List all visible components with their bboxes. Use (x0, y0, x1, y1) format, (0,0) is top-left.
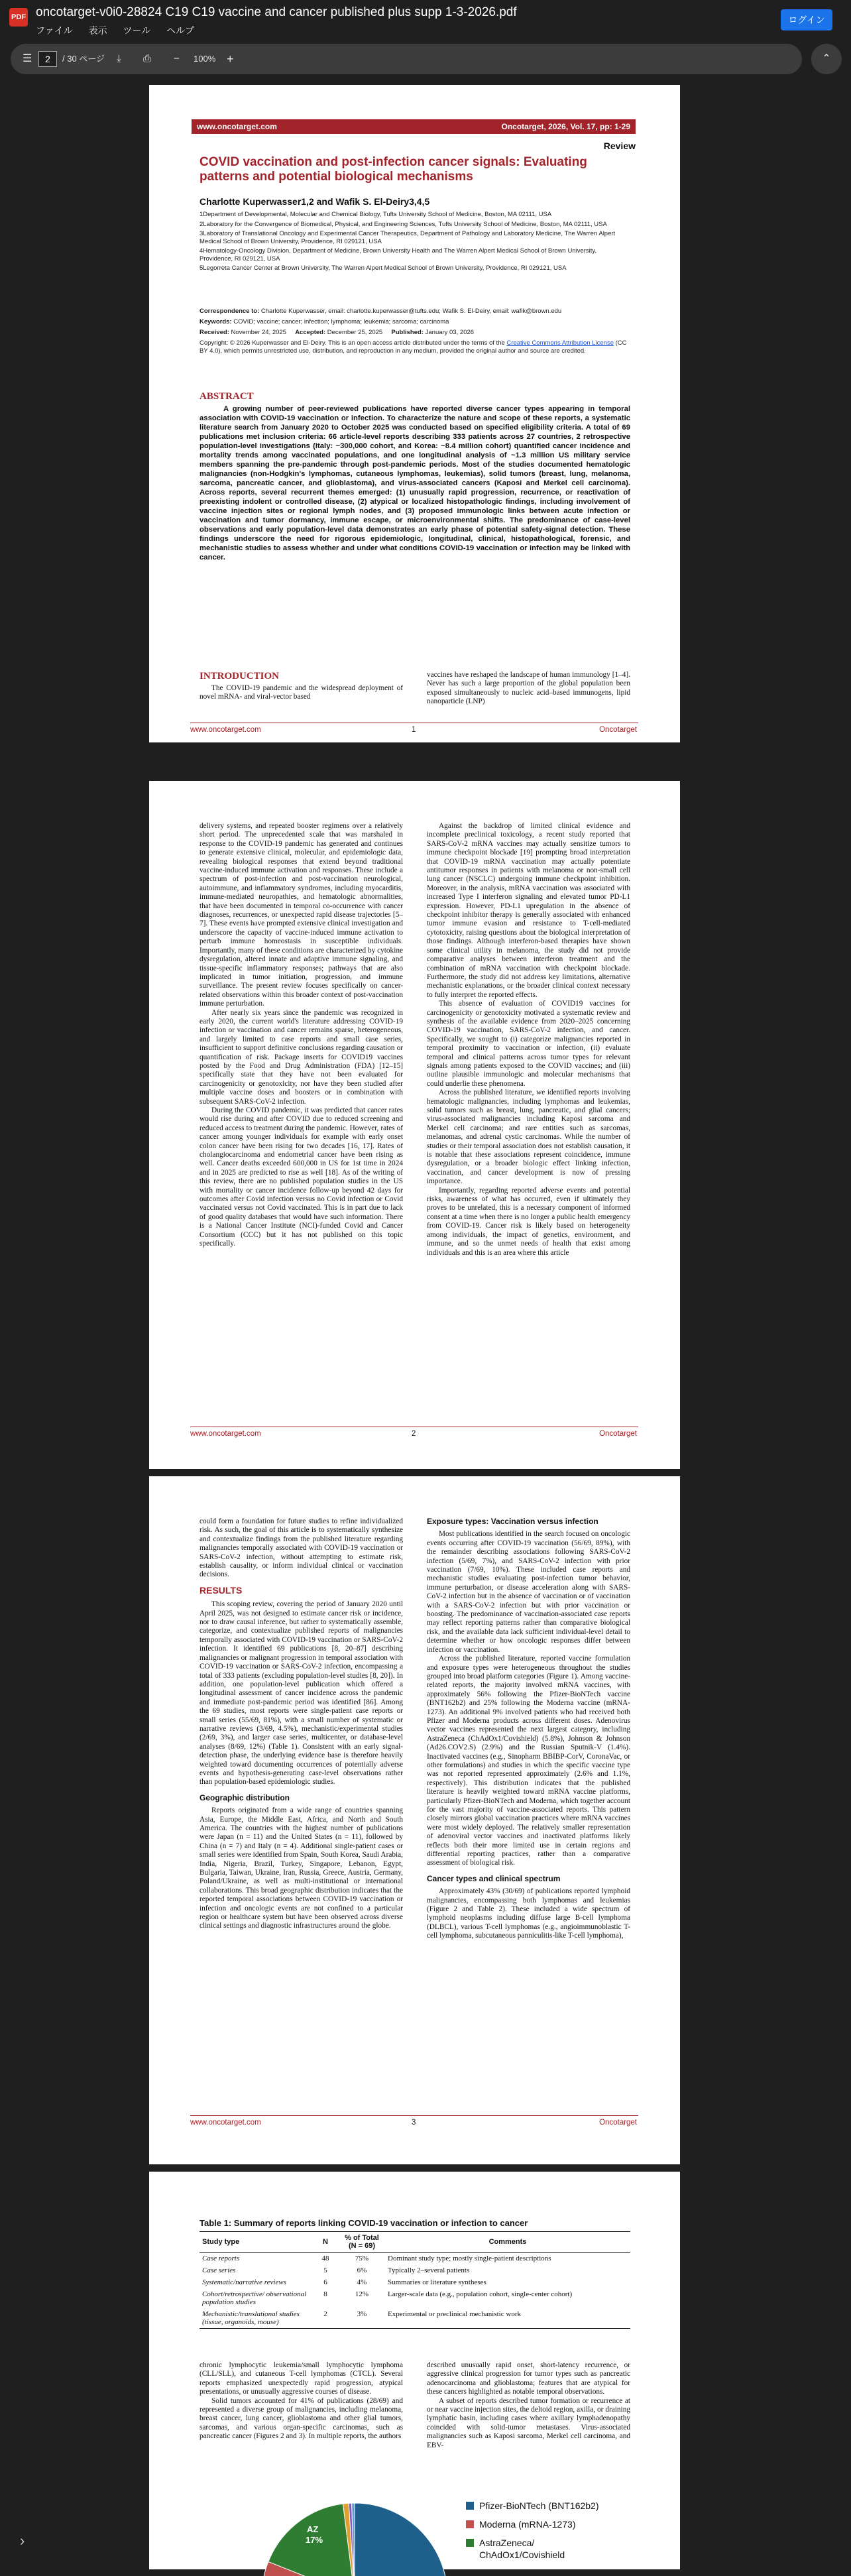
legend-swatch (466, 2502, 474, 2510)
footer-page-number: 2 (412, 1430, 416, 1438)
introduction-heading: INTRODUCTION (199, 671, 280, 681)
table-header: Study type (199, 2232, 312, 2253)
paragraph: Against the backdrop of limited clinical evidence and incomplete preclinical toxicology, a recent study reported that SARS-CoV-2 mRNA vaccines may actually sensitize tumors to immune checkpoint blockade [19] prompting broad interpretation that COVID-19 mRNA vaccination may actually potentiate antitumor responses in patients with melanoma or non-small cell lung cancer (NSCLC) undergoing immune checkpoint inhibition. Moreover, in the analysis, mRNA vaccination was associated with increased Type I interferon signaling and elevated tumor PD-L1 expression. However, PD-L1 upregulation in the absence of checkpoint inhibitor therapy is generally associated with enhanced tumor immune evasion and resistance to T-cell-mediated cytotoxicity, raising questions about the biological interpretation of those findings. Although interferon-based therapies have shown some clinical utility in melanoma, the study did not provide comparative analyses between interferon treatment and the combination of mRNA vaccination with checkpoint blockade. Furthermore, the study did not address key limitations, alternative mechanistic explanations, or the broader clinical context necessary to fully interpret the reported effects. (427, 822, 630, 999)
zoom-in-button[interactable]: + (227, 52, 234, 66)
pdf-page-4 (149, 2172, 680, 2569)
paragraph: After nearly six years since the pandemic was recognized in early 2020, the current world's literature addressing COVID-19 infection or vaccination and cancer remains sparse, heterogeneous, and largely limited to case reports and small case series, insufficient to support definitive conclusions regarding causation or quantification of risk. Package inserts for COVID19 vaccines posted by the Food and Drug Administration (FDA) [12–15] specifically state that they have not been evaluated for carcinogenicity or genotoxicity, nor have they been studied after multiple vaccine doses and boosters or in combination with subsequent SARS-CoV-2 infection. (199, 1008, 403, 1106)
legend-item: AstraZeneca/ (466, 2538, 534, 2548)
zoom-level[interactable]: 100% (194, 54, 216, 64)
right-column (427, 1517, 630, 1941)
paragraph: Solid tumors accounted for 41% of publications (28/69) and represented a diverse group of malignancies, including melanoma, breast cancer, lung cancer, glioblastoma and other glial tumors, sarcomas, and various organ-specific carcinomas, such as pancreatic cancer (Figures 2 and 3). In multiple reports, the authors (199, 2396, 403, 2441)
left-column (199, 822, 403, 1249)
paragraph: During the COVID pandemic, it was predicted that cancer rates would rise during and after COVID due to reduced screening and reduced access to treatment during the pandemic. However, rates of cancer among younger individuals for example with early onset colon cancer have been rising for two decades [16, 17]. Rates of cholangiocarcinoma and endometrial cancer have been rising as well. Cancer deaths exceeded 600,000 in US for 1st time in 2024 and in 2025 are predicted to rise as well [18]. As of the writing of this review, there are no published population studies in the US with mortality or cancer incidence follow-up beyond 42 days for outcomes after Covid infection versus no Covid infection or Covid vaccinated versus not Covid vaccinated. This is in part due to lack of good quality databases that would have such information. There is a National Cancer Institute (NCI)-funded Covid and Cancer Consortium (CCC) but it has not published on this topic specifically. (199, 1106, 403, 1248)
keywords: COVID; vaccine; cancer; infection; lymphoma; leukemia; sarcoma; carcinoma (233, 318, 449, 325)
sidebar-toggle-icon[interactable]: ☰ (23, 53, 32, 64)
pdf-page-1 (149, 85, 680, 742)
page-total: / 30 ページ (62, 54, 105, 64)
affiliation: 3Laboratory of Translational Oncology and Experimental Cancer Therapeutics, Department of Pathology and Laboratory Medicine, The Warren Alpert Medical School of Brown University, Providence, RI 029121, USA (199, 230, 616, 245)
title-bar (0, 0, 851, 38)
accepted-date: December 25, 2025 (327, 329, 383, 336)
summary-table (199, 2231, 630, 2329)
page-footer (190, 1427, 638, 1438)
legend-item: Pfizer-BioNTech (BNT162b2) (466, 2500, 599, 2511)
intro-left-column: The COVID-19 pandemic and the widespread deployment of novel mRNA- and viral-vector based (199, 684, 403, 701)
footer-url[interactable]: www.oncotarget.com (190, 726, 261, 734)
abstract-heading: ABSTRACT (199, 391, 254, 402)
journal-header-bar (192, 119, 636, 134)
footer-journal: Oncotarget (599, 2119, 637, 2127)
intro-right-column: vaccines have reshaped the landscape of human immunology [1–4]. Never has such a large proportion of the global population been exposed simultaneously to nucleic acid–based immunogens, lipid nanoparticle (LNP) (427, 671, 630, 706)
paragraph: could form a foundation for future studies to refine individualized risk. As such, the goal of this article is to systematically synthesize and contextualize findings from the published literature regarding malignancies temporally associated with COVID-19 vaccination or SARS-CoV-2 infection, without attempting to estimate risk, establish causality, or inform individual clinical or vaccination decisions. (199, 1517, 403, 1579)
menu-help[interactable]: ヘルプ (166, 25, 195, 36)
footer-journal: Oncotarget (599, 726, 637, 734)
affiliation: 4Hematology-Oncology Division, Department of Medicine, Brown University Health and The Warren Alpert Medical School of Brown University, Providence, RI 029121, USA (199, 247, 597, 263)
paragraph: Approximately 43% (30/69) of publications reported lymphoid malignancies, encompassing both lymphomas and leukemias (Figure 2 and Table 2). These included a wide spectrum of lymphoid neoplasms including diffuse large B-cell lymphoma (DLBCL), various T-cell lymphomas (e.g., angioimmunoblastic T-cell lymphoma, subcutaneous panniculitis-like T-cell lymphoma), (427, 1887, 630, 1940)
print-icon[interactable]: ⎙ (143, 53, 152, 64)
legend-item: ChAdOx1/Covishield (479, 2549, 565, 2560)
paragraph: Importantly, regarding reported adverse events and potential risks, awareness of what has occurred, even if ultimately they proves to be unrelated, this is a necessary component of informed consent at a time when there is no longer a public health emergency from COVID-19. Cancer risk is likely based on heterogeneity among individuals, the impact of genetics, environment, and immune, and so the unmet needs of health that exist among individuals and this is an area where this article (427, 1186, 630, 1257)
received-date: November 24, 2025 (231, 329, 286, 336)
paragraph: Reports originated from a wide range of countries spanning Asia, Europe, the Middle East, Africa, and North and South America. The countries with the highest number of publications were Japan (n = 11) and the United States (n = 11), followed by China (n = 7) and Italy (n = 4). Additional single-patient cases or small series were identified from Spain, South Korea, Saudi Arabia, India, Nigeria, Brazil, Turkey, Singapore, Lebanon, Egypt, Bulgaria, Taiwan, Ukraine, Iran, Russia, Greece, Austria, Germany, Poland/Ukraine, as well as multi-institutional or international collaborations. This broad geographic distribution indicates that the reported temporal associations between COVID-19 vaccination or infection and oncologic events are not confined to a particular region or healthcare system but have been observed across diverse clinical settings and diagnostic infrastructures around the globe. (199, 1806, 403, 1930)
abstract-text: A growing number of peer-reviewed publications have reported diverse cancer types appearing in temporal association with COVID-19 vaccination or infection. To characterize the nature and scope of these reports, a systematic literature search from January 2020 to October 2025 was conducted based on specified eligibility criteria. A total of 69 publications met inclusion criteria: 66 article-level reports describing 333 patients across 27 countries, 2 retrospective population-level investigations (Italy: ~300,000 cohort, and Korea: ~8.4 million cohort) quantified cancer incidence and mortality trends among vaccinated populations, and one longitudinal analysis of ~1.3 million US military service members spanning the pre-pandemic through post-pandemic periods. Most of the studies documented hematologic malignancies (non-Hodgkin's lymphomas, cutaneous lymphomas, leukemias), solid tumors (breast, lung, melanoma, sarcoma, pancreatic cancer, and glioblastoma), and virus-associated cancers (Kaposi and Merkel cell carcinoma). Across reports, several recurrent themes emerged: (1) unusually rapid progression, recurrence, or reactivation of preexisting indolent or controlled disease, (2) atypical or localized histopathologic findings, including involvement of vaccine injection sites or regional lymph nodes, and (3) proposed immunologic links between acute infection or vaccination and tumor dormancy, immune escape, or microenvironmental shifts. The predominance of case-level observations and early population-level data demonstrates an early phase of potential safety-signal detection. These findings underscore the need for rigorous epidemiologic, longitudinal, clinical, histopathological, forensic, and mechanistic studies to assess whether and under what conditions COVID-19 vaccination or infection may be linked with cancer. (199, 405, 630, 561)
legend-item: Moderna (mRNA-1273) (466, 2519, 576, 2530)
pdf-page-3 (149, 1476, 680, 2164)
copyright-text: Copyright: © 2026 Kuperwasser and El-Deiry. This is an open access article distributed under the terms of the (199, 339, 505, 347)
pdf-file-icon: PDF (9, 8, 28, 27)
table-header: N (312, 2232, 339, 2253)
table-header: % of Total (N = 69) (339, 2232, 385, 2253)
legend-swatch (466, 2539, 474, 2547)
received-label: Received: (199, 329, 229, 336)
right-column (427, 822, 630, 1258)
footer-page-number: 3 (412, 2119, 416, 2127)
published-label: Published: (391, 329, 424, 336)
table-row: Case reports 48 75% Dominant study type; mostly single-patient descriptions (202, 2254, 551, 2262)
keywords-label: Keywords: (199, 318, 232, 325)
paragraph: Most publications identified in the search focused on oncologic events occurring after COVID-19 vaccination (56/69, 89%), with the remainder describing associations following SARS-CoV-2 infection (5/69, 7%), and SARS-CoV-2 infection with prior vaccination (7/69, 10%). These included case reports and mechanistic studies evaluating post-infection tumor behavior, immune perturbation, or disease acceleration along with SARS-CoV-2 infection but in the absence of vaccination or of vaccination with a SARS-CoV-2 infection but with prior vaccination or boosting. The predominance of vaccination-associated case reports may reflect reporting patterns rather than comparative biological risk, and the available data lack sufficient individual-level detail to determine whether or how oncologic responses differ between infection or vaccination. (427, 1530, 630, 1654)
chevron-right-icon[interactable]: › (20, 2532, 25, 2549)
page-footer (190, 723, 638, 734)
footer-url[interactable]: www.oncotarget.com (190, 1430, 261, 1438)
footer-journal: Oncotarget (599, 1430, 637, 1438)
vaccine-type-pie-chart (189, 2397, 454, 2576)
cancer-types-heading: Cancer types and clinical spectrum (427, 1873, 561, 1883)
affiliation: 2Laboratory for the Convergence of Biomedical, Physical, and Engineering Sciences, Tufts University School of Medicine, Boston, MA 02111, USA (199, 220, 607, 228)
pie-label-percent: 17% (306, 2535, 323, 2545)
article-type: Review (603, 141, 636, 151)
menu-bar (36, 24, 207, 37)
menu-tools[interactable]: ツール (123, 25, 151, 36)
journal-url[interactable]: www.oncotarget.com (197, 122, 277, 131)
table-row: Mechanistic/translational studies (tissue, organoids, mouse) 2 3% Experimental or preclinical mechanistic work (199, 2308, 630, 2329)
footer-url[interactable]: www.oncotarget.com (190, 2119, 261, 2127)
page-footer (190, 2115, 638, 2127)
paragraph: chronic lymphocytic leukemia/small lymphocytic lymphoma (CLL/SLL), and cutaneous T-cell lymphomas (CTCL). Several reports emphasized unexpectedly rapid progression, atypical presentations, or unusually aggressive courses of disease. (199, 2361, 403, 2396)
table-row: Systematic/narrative reviews 6 4% Summaries or literature syntheses (202, 2278, 486, 2286)
geographic-heading: Geographic distribution (199, 1792, 290, 1802)
article-metadata (199, 308, 630, 358)
paragraph: Across the published literature, reported vaccine formulation and exposure types were heterogeneous throughout the studies grouped into broad platform categories (Figure 1). Among vaccine-related reports, the majority involved mRNA vaccines, with approximately 56% following the Pfizer-BioNTech vaccine (BNT162b2) and 25% following the Moderna vaccine (mRNA-1273). An additional 9% involved patients who had received both Pfizer and Moderna products across different doses. Adenovirus vector vaccines represented the next largest category, including AstraZeneca (ChAdOx1/Covishield) (5.8%), Johnson & Johnson (Ad26.COV2.S) (2.9%) and the Russian Sputnik-V (1.4%). Inactivated vaccines (e.g., Sinopharm BBIBP-CorV, CoronaVac, or other formulations) and studies in which the specific vaccine type was not reported represented approximately (2.6% and 1.1%, respectively). This distribution indicates that the published literature is heavily weighted toward mRNA vaccine platforms, particularly Pfizer-BioNTech and Moderna, which together account for the vast majority of vaccine-associated reports. This pattern closely mirrors global vaccination practices where mRNA vaccines were most widely deployed. The relatively smaller representation of adenoviral vector vaccines and inactivated platforms likely reflects both their more limited use in certain regions and differential reporting practices, rather than a comparative assessment of biological risk. (427, 1655, 630, 1867)
login-button[interactable]: ログイン (781, 9, 832, 30)
paragraph: This absence of evaluation of COVID19 vaccines for carcinogenicity or genotoxicity motivated a systematic review and synthesis of the available evidence from 2020–2025 concerning COVID-19 vaccination, SARS-CoV-2 infection, and cancer. Specifically, we sought to (i) categorize malignancies reported in temporal proximity to vaccination or infection, (ii) evaluate temporal and clinical patterns across tumor types for relevant signals among patients exposed to the COVID vaccines; and (iii) outline plausible immunologic and molecular mechanisms that could underlie these phenomena. (427, 1000, 630, 1088)
paragraph: described unusually rapid onset, short-latency recurrence, or aggressive clinical progression for tumor types such as pancreatic adenocarcinoma and glioblastoma; features that are atypical for these cancers highlighted as notable temporal observations. (427, 2361, 630, 2396)
pdf-toolbar (11, 44, 802, 74)
legend-swatch (466, 2520, 474, 2528)
right-column (427, 2361, 630, 2450)
table-row: Cohort/retrospective/ observational population studies 8 12% Larger-scale data (e.g., population cohort, single-center cohort) (202, 2290, 573, 2306)
paragraph: Across the published literature, we identified reports involving hematologic malignancies, including lymphomas and leukemias, solid tumors such as breast, lung, pancreatic, and glial cancers; virus-associated malignancies including Kaposi sarcoma and Merkel cell carcinoma; and rare entities such as sarcomas, melanomas, and adrenal cystic carcinomas. While the number of studies or their temporal association does not establish causation, it is notable that these associations represent coincidence, immune dysregulation, or a broader biologic effect linking infection, vaccination, and cancer development is now of pressing importance. (427, 1088, 630, 1186)
paragraph: This scoping review, covering the period of January 2020 until April 2025, was not designed to estimate cancer risk or incidence, nor to draw causal inference, but rather to systematically assemble, categorize, and contextualize published reports of malignancies temporally associated with COVID-19 vaccination or SARS-CoV-2 infection. It identified 69 publications [8, 20–87] describing malignancies or malignant progression in temporal association with COVID-19 vaccination or SARS-CoV-2 infection, encompassing a total of 333 patients (excluding population-level studies [8, 20]). In addition, one population-level publication which offered a longitudinal assessment of cancer incidence across the pandemic and immediate post-pandemic period was identified [86]. Among the 69 studies, most reports were single-patient case reports or small series (55/69, 81%), with a small number of systematic or narrative reviews (3/69, 4.5%), mechanistic/experimental studies (2/69, 3%), and larger case series, multicenter, or database-level analyses (8/69, 12%) (Table 1). Consistent with an early signal-detection phase, the underlying evidence base is therefore heavily weighted toward documenting occurrences of potentially adverse events and hypothesis-generating case-level observations rather than population-based epidemiologic studies. (199, 1600, 403, 1786)
menu-view[interactable]: 表示 (88, 25, 107, 36)
menu-file[interactable]: ファイル (36, 25, 73, 36)
download-icon[interactable]: ⤓ (117, 53, 121, 64)
pdf-page-2 (149, 781, 680, 1469)
copyright-text-end: (CC BY 4.0), which permits unrestricted use, distribution, and reproduction in any medium, provided the original author and source are credited. (199, 339, 627, 355)
zoom-out-button[interactable]: − (174, 53, 180, 64)
paragraph: A subset of reports described tumor formation or recurrence at or near vaccine injection sites, the deltoid region, axilla, or draining lymphatic basin, including cases where axillary lymphadenopathy coincided with solid-tumor metastases. Virus-associated malignancies such as Kaposi sarcoma, Merkel cell carcinoma, and EBV- (427, 2396, 630, 2449)
left-column (199, 1517, 403, 1931)
results-heading: RESULTS (199, 1584, 243, 1596)
article-title: COVID vaccination and post-infection cancer signals: Evaluating patterns and potential biological mechanisms (199, 155, 587, 184)
accepted-label: Accepted: (295, 329, 326, 336)
published-date: January 03, 2026 (425, 329, 475, 336)
correspondence: Charlotte Kuperwasser, email: charlotte.kuperwasser@tufts.edu; Wafik S. El-Deiry, email: wafik@brown.edu (260, 308, 562, 315)
table-header: Comments (385, 2232, 630, 2253)
pie-label-az: AZ (307, 2524, 319, 2534)
document-title: oncotarget-v0i0-28824 C19 C19 vaccine and cancer published plus supp 1-3-2026.pdf (36, 5, 517, 19)
table-title: Table 1: Summary of reports linking COVID-19 vaccination or infection to cancer (199, 2218, 528, 2228)
paragraph: delivery systems, and repeated booster regimens over a relatively short period. The unprecedented scale that was marshaled in response to the COVID-19 pandemic has generated and continues to generate extensive clinical, molecular, and epidemiologic data, revealing biological responses that extend beyond traditional vaccine-induced immune activation and responses. These include a spectrum of post-infection and post-vaccination neurological, autoimmune, and inflammatory syndromes, including myocarditis, immune-mediated neuropathies, and hematologic abnormalities, that have been documented in temporal co-occurrence with cancer diagnoses, recurrences, or unexpected rapid disease trajectories [5–7]. These events have prompted extensive clinical investigation and underscore the capacity of vaccine-induced immune activation to perturb immune homeostasis in susceptible individuals. Importantly, many of these conditions are characterized by cytokine dysregulation, altered innate and adaptive immune signaling, and tissue-specific inflammatory responses; pathways that are also implicated in tumor initiation, progression, and immune surveillance. The present review focuses specifically on cancer-related observations within this broader context of post-vaccination immune perturbation. (199, 822, 403, 1008)
page-number-input[interactable]: 2 (38, 51, 57, 67)
exposure-heading: Exposure types: Vaccination versus infection (427, 1517, 598, 1526)
license-link[interactable]: Creative Commons Attribution License (506, 339, 614, 347)
correspondence-label: Correspondence to: (199, 308, 260, 315)
footer-page-number: 1 (412, 726, 416, 734)
collapse-chevron-icon[interactable]: ⌃ (811, 44, 842, 74)
affiliations (199, 211, 630, 274)
affiliation: 5Legorreta Cancer Center at Brown University, The Warren Alpert Medical School of Brown University, Providence, RI 029121, USA (199, 264, 567, 272)
table-row: Case series 5 6% Typically 2–several patients (202, 2266, 470, 2274)
affiliation: 1Department of Developmental, Molecular and Chemical Biology, Tufts University School of Medicine, Boston, MA 02111, USA (199, 211, 552, 218)
article-authors: Charlotte Kuperwasser1,2 and Wafik S. El-Deiry3,4,5 (199, 196, 430, 207)
journal-reference: Oncotarget, 2026, Vol. 17, pp: 1-29 (501, 122, 630, 131)
